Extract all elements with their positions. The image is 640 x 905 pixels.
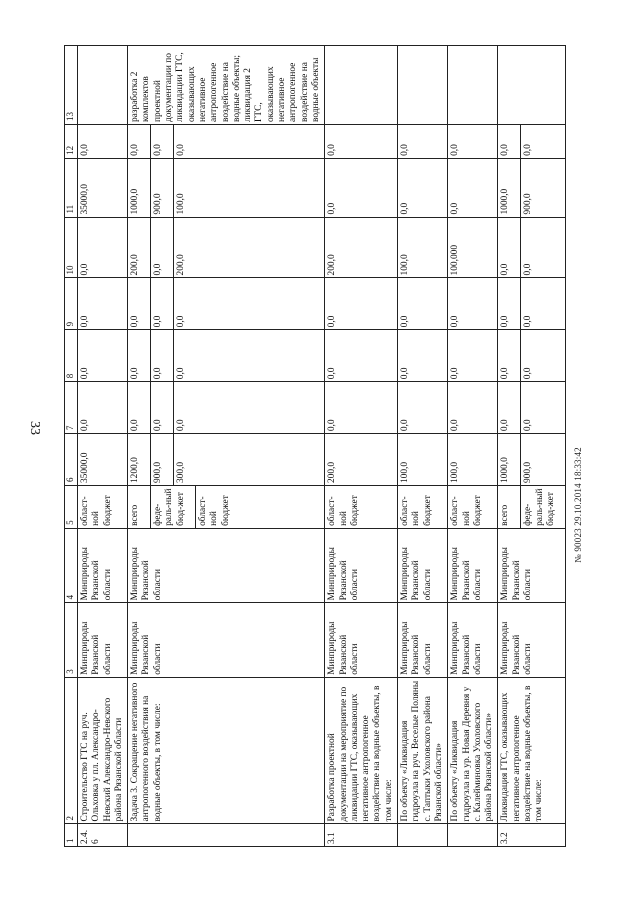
sub-value: 0,0 xyxy=(130,315,141,328)
table-row xyxy=(325,46,398,847)
cell-c1: 3.2 xyxy=(498,824,566,847)
cell-c4: Минприроды Рязанской области xyxy=(498,528,566,602)
cell-c12: 0,0 xyxy=(325,125,398,159)
column-number-4: 4 xyxy=(65,528,78,602)
cell-c8: 0,0 xyxy=(325,330,398,382)
sub-value: 900,0 xyxy=(150,159,173,217)
cell-c10: 0,0 xyxy=(78,217,128,278)
sub-value: 0,0 xyxy=(173,382,196,433)
sub-value: 200,0 xyxy=(130,254,141,276)
cell-c6 xyxy=(498,434,566,486)
cell-c7: 0,0 xyxy=(78,382,128,434)
sub-value: 300,0 xyxy=(173,434,196,485)
sub-value: 0,0 xyxy=(130,367,141,380)
sub-value: 0,0 xyxy=(500,315,511,328)
cell-c10: 100,000 xyxy=(448,217,498,278)
table-body xyxy=(65,46,566,847)
cell-c2: По объекту «Ликвидация гидроузла на руч. Веселые Поляны с. Таптыки Ухоловского района Рязанской области» xyxy=(398,677,448,824)
sub-value: област-ной бюджет xyxy=(195,486,234,528)
cell-c2: Задача 3. Сокращение негативного антропогенного воздействия на водные объекты, в том числе: xyxy=(128,677,325,824)
cell-c11: 0,0 xyxy=(325,158,398,217)
cell-c1 xyxy=(398,824,448,847)
cell-c11: 35000,0 xyxy=(78,158,128,217)
cell-c12: 0,0 xyxy=(448,125,498,159)
cell-c4: Минприроды Рязанской области xyxy=(448,528,498,602)
cell-c8: 0,0 xyxy=(448,330,498,382)
cell-c7 xyxy=(498,382,566,434)
cell-c3: Минприроды Рязанской области xyxy=(325,603,398,677)
sub-value: 0,0 xyxy=(150,278,173,329)
sub-value: 0,0 xyxy=(520,330,543,381)
cell-c1: 2.4.6 xyxy=(78,824,128,847)
sub-value: 0,0 xyxy=(500,367,511,380)
cell-c6: 35000,0 xyxy=(78,434,128,486)
cell-c9 xyxy=(128,278,325,330)
cell-c9 xyxy=(498,278,566,330)
sub-value: 1200,0 xyxy=(130,457,141,484)
table-row xyxy=(398,46,448,847)
cell-c3: Минприроды Рязанской области xyxy=(448,603,498,677)
cell-c6: 200,0 xyxy=(325,434,398,486)
rotated-table-container xyxy=(64,45,581,847)
cell-c3: Минприроды Рязанской области xyxy=(78,603,128,677)
sub-value: 1000,0 xyxy=(500,188,511,215)
sub-value: всего xyxy=(130,504,141,526)
cell-c10: 100,0 xyxy=(398,217,448,278)
sub-value: 200,0 xyxy=(173,218,196,278)
header-row xyxy=(65,46,78,847)
column-number-12: 12 xyxy=(65,125,78,159)
cell-c11: 0,0 xyxy=(448,158,498,217)
column-number-2: 2 xyxy=(65,677,78,824)
sub-value: 0,0 xyxy=(520,278,543,329)
cell-c8: 0,0 xyxy=(78,330,128,382)
table-row xyxy=(78,46,128,847)
cell-c9: 0,0 xyxy=(78,278,128,330)
cell-c4: Минприроды Рязанской области xyxy=(128,528,325,602)
sub-value: 1000,0 xyxy=(130,188,141,215)
cell-c12 xyxy=(498,125,566,159)
column-number-9: 9 xyxy=(65,278,78,330)
sub-value: 0,0 xyxy=(150,382,173,433)
sub-value: 0,0 xyxy=(500,263,511,276)
cell-c4: Минприроды Рязанской области xyxy=(78,528,128,602)
table-row xyxy=(448,46,498,847)
cell-c5 xyxy=(498,486,566,529)
cell-c7: 0,0 xyxy=(325,382,398,434)
cell-c5: област-ной бюджет xyxy=(448,486,498,529)
cell-c1 xyxy=(128,824,325,847)
cell-c5: област-ной бюджет xyxy=(78,486,128,529)
cell-c2: Ликвидация ГТС, оказывающих негативное антропогенное воздействие на водные объекты, в том числе: xyxy=(498,677,566,824)
cell-c2: По объекту «Ликвидация гидроузла на ур. Новая Деревня у с. Калейминовка Ухоловского района Рязанской области» xyxy=(448,677,498,824)
sub-value: 0,0 xyxy=(500,419,511,432)
cell-c5: област-ной бюджет xyxy=(325,486,398,529)
cell-c11 xyxy=(498,158,566,217)
cell-c6: 100,0 xyxy=(448,434,498,486)
column-number-6: 6 xyxy=(65,434,78,486)
column-number-3: 3 xyxy=(65,603,78,677)
sub-value: 0,0 xyxy=(173,125,196,158)
page-number: 33 xyxy=(27,421,42,435)
sub-value: 100,0 xyxy=(173,159,196,217)
cell-c9: 0,0 xyxy=(448,278,498,330)
cell-c6 xyxy=(128,434,325,486)
sub-value: феде-раль-ный бюд-жет xyxy=(520,486,565,528)
sub-value: 0,0 xyxy=(520,218,543,278)
column-number-7: 7 xyxy=(65,382,78,434)
cell-c3: Минприроды Рязанской области xyxy=(498,603,566,677)
sub-value: 0,0 xyxy=(520,125,543,158)
column-number-5: 5 xyxy=(65,486,78,529)
cell-c11 xyxy=(128,158,325,217)
cell-c9: 0,0 xyxy=(325,278,398,330)
cell-c12: 0,0 xyxy=(78,125,128,159)
cell-c13 xyxy=(78,46,128,125)
cell-c6: 100,0 xyxy=(398,434,448,486)
cell-c13: разработка 2 комплектов проектной документации по ликвидации ГТС, оказывающих негативное антропогенное воздействие на водные объекты; ликвидация 2 ГТС, оказывающих негативное антропогенное воздействие на водные объекты xyxy=(128,46,325,125)
cell-c13 xyxy=(498,46,566,125)
sub-value: 0,0 xyxy=(150,125,173,158)
cell-c13 xyxy=(325,46,398,125)
cell-c12: 0,0 xyxy=(398,125,448,159)
cell-c5: област-ной бюджет xyxy=(398,486,448,529)
sub-value: 0,0 xyxy=(150,218,173,278)
column-number-8: 8 xyxy=(65,330,78,382)
cell-c13 xyxy=(398,46,448,125)
cell-c9: 0,0 xyxy=(398,278,448,330)
table-row xyxy=(128,46,325,847)
cell-c10 xyxy=(498,217,566,278)
cell-c1 xyxy=(448,824,498,847)
sub-value: 0,0 xyxy=(130,419,141,432)
budget-table xyxy=(64,45,566,847)
cell-c8 xyxy=(128,330,325,382)
cell-c10 xyxy=(128,217,325,278)
sub-value: 0,0 xyxy=(173,330,196,381)
sub-value: 900,0 xyxy=(150,434,173,485)
sub-value: 0,0 xyxy=(500,144,511,156)
column-number-10: 10 xyxy=(65,217,78,278)
sub-value: 900,0 xyxy=(520,434,543,485)
cell-c2: Разработка проектной документации на мероприятие по ликвидации ГТС, оказывающих негативное антропогенное воздействие на водные объекты, в том числе: xyxy=(325,677,398,824)
sub-value: всего xyxy=(500,504,511,526)
sub-value: 900,0 xyxy=(520,159,543,217)
cell-c13 xyxy=(448,46,498,125)
cell-c1: 3.1 xyxy=(325,824,398,847)
cell-c7: 0,0 xyxy=(398,382,448,434)
sub-value: 0,0 xyxy=(130,144,141,156)
sub-value: 0,0 xyxy=(520,382,543,433)
footer-stamp: № 90023 29.10.2014 18:33:42 xyxy=(572,447,583,563)
column-number-1: 1 xyxy=(65,824,78,847)
sub-value: 0,0 xyxy=(173,278,196,329)
cell-c7: 0,0 xyxy=(448,382,498,434)
table-row xyxy=(498,46,566,847)
cell-c3: Минприроды Рязанской области xyxy=(398,603,448,677)
sub-value: феде-раль-ный бюд-жет xyxy=(150,486,195,528)
sub-value: 0,0 xyxy=(150,330,173,381)
cell-c4: Минприроды Рязанской области xyxy=(398,528,448,602)
cell-c11: 0,0 xyxy=(398,158,448,217)
cell-c3: Минприроды Рязанской области xyxy=(128,603,325,677)
cell-c4: Минприроды Рязанской области xyxy=(325,528,398,602)
cell-c5 xyxy=(128,486,325,529)
sub-value: 1000,0 xyxy=(500,457,511,484)
column-number-13: 13 xyxy=(65,46,78,125)
cell-c8 xyxy=(498,330,566,382)
cell-c8: 0,0 xyxy=(398,330,448,382)
cell-c12 xyxy=(128,125,325,159)
column-number-11: 11 xyxy=(65,158,78,217)
cell-c10: 200,0 xyxy=(325,217,398,278)
cell-c7 xyxy=(128,382,325,434)
cell-c2: Строительство ГТС на руч. Ольховка у пл. Александро-Невский Александро-Невского района Рязанской области xyxy=(78,677,128,824)
